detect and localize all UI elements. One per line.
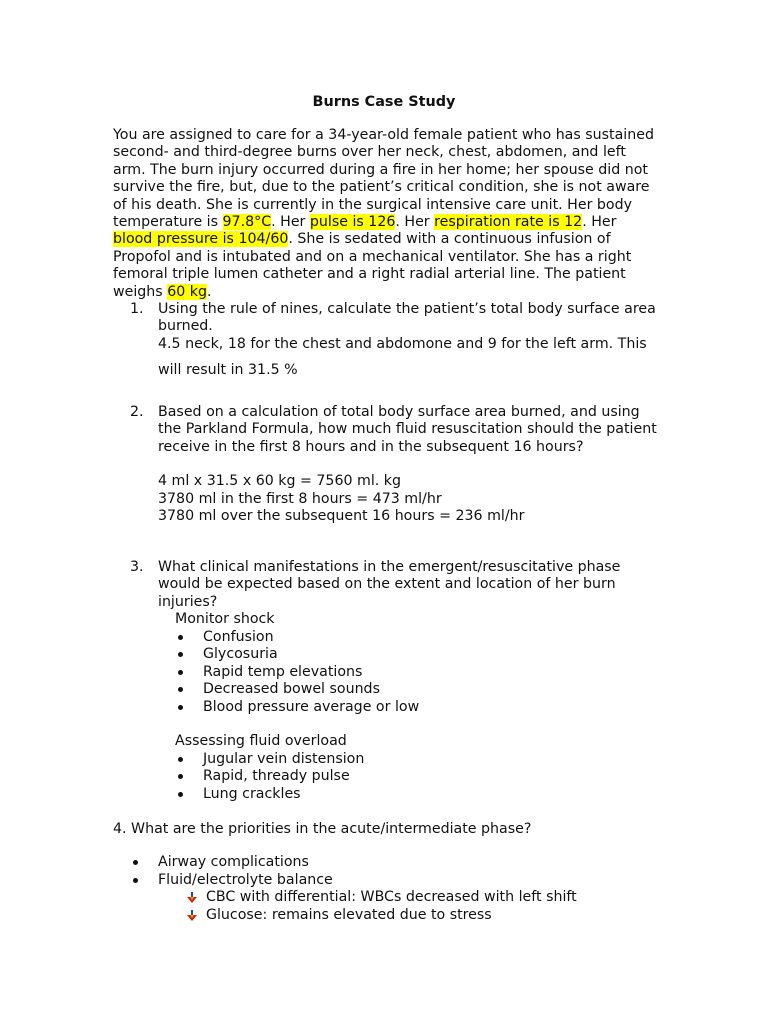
arrow-icon: [186, 892, 198, 904]
highlight-temperature: 97.8°C: [222, 214, 272, 231]
bullet-icon: [178, 652, 183, 657]
intro-text-1: You are assigned to care for a 34-year-old female patient who has sustained second- and third-degree burns over her neck, chest, abdomen, and left arm. The burn injury occurred during a fire in her home; her spouse did not survive the fire, but, due to the patient’s critical condition, she is not aware of his death. She is currently in the surgical intensive care unit. Her body temperature is: [113, 127, 654, 231]
question-4-text: 4. What are the priorities in the acute/intermediate phase?: [113, 821, 532, 837]
fluid-overload-title: Assessing fluid overload: [175, 733, 347, 749]
bullet-icon: [178, 792, 183, 797]
question-2-answer-line-3: 3780 ml over the subsequent 16 hours = 236 ml/hr: [158, 508, 525, 525]
list-item: Decreased bowel sounds: [175, 681, 595, 699]
list-item: Blood pressure average or low: [175, 699, 595, 717]
highlight-blood-pressure: blood pressure is 104/60: [113, 231, 289, 248]
intro-text-6: .: [206, 283, 212, 300]
monitor-shock-title: Monitor shock: [175, 611, 275, 627]
fluid-overload-group: [175, 733, 595, 803]
bullet-icon: [133, 860, 138, 865]
question-2-answer-line-2: 3780 ml in the first 8 hours = 473 ml/hr: [158, 490, 442, 507]
monitor-shock-list: [175, 629, 595, 717]
question-2-text: Based on a calculation of total body surface area burned, and using the Parkland Formula, how much fluid resuscitation should the patient receive in the first 8 hours and in the subsequent 16 hours?: [158, 404, 657, 455]
list-item: Jugular vein distension: [175, 751, 595, 769]
bullet-icon: [178, 757, 183, 762]
intro-text-2: . Her: [271, 214, 310, 231]
question-1-text: Using the rule of nines, calculate the patient’s total body surface area burned.: [158, 301, 656, 335]
sub-list-item: CBC with differential: WBCs decreased with left shift: [180, 889, 690, 907]
question-3-text: What clinical manifestations in the emergent/resuscitative phase would be expected based on the extent and location of her burn injuries?: [158, 559, 621, 610]
list-item: Fluid/electrolyte balance: [130, 872, 690, 890]
document-title: Burns Case Study: [312, 94, 456, 110]
monitor-shock-group: [175, 611, 595, 717]
bullet-icon: [178, 687, 183, 692]
arrow-icon: [186, 910, 198, 922]
highlight-respiration: respiration rate is 12: [434, 214, 583, 231]
list-item: Lung crackles: [175, 786, 595, 804]
question-1-number: 1.: [130, 301, 144, 317]
list-item: Rapid, thready pulse: [175, 768, 595, 786]
question-2-number: 2.: [130, 404, 144, 420]
bullet-icon: [178, 635, 183, 640]
list-item: Rapid temp elevations: [175, 664, 595, 682]
highlight-pulse: pulse is 126: [309, 214, 396, 231]
sub-list-item: Glucose: remains elevated due to stress: [180, 907, 690, 925]
list-item: Airway complications: [130, 854, 690, 872]
intro-text-3: . Her: [395, 214, 435, 231]
highlight-weight: 60 kg: [167, 283, 207, 300]
list-item: Glycosuria: [175, 646, 595, 664]
question-1-answer-line-2: will result in 31.5 %: [158, 362, 298, 379]
question-2: [130, 404, 660, 525]
priorities-sublist: [180, 889, 690, 924]
intro-text-4: . Her: [582, 214, 617, 231]
question-3: [130, 559, 660, 611]
priorities-group: [130, 854, 690, 924]
intro-text-5: . She is sedated with a continuous infusion of Propofol and is intubated and on a mechanical ventilator. She has a right femoral triple lumen catheter and a right radial arterial line. The patient weighs: [113, 231, 632, 300]
question-1-answer-line-1: 4.5 neck, 18 for the chest and abdomone and 9 for the left arm. This: [158, 335, 647, 352]
question-3-number: 3.: [130, 559, 144, 575]
bullet-icon: [178, 705, 183, 710]
question-1: [130, 301, 660, 380]
bullet-icon: [133, 878, 138, 883]
priorities-list: [130, 854, 690, 889]
question-2-answer-line-1: 4 ml x 31.5 x 60 kg = 7560 ml. kg: [158, 473, 402, 490]
case-intro-paragraph: [113, 127, 658, 301]
bullet-icon: [178, 670, 183, 675]
list-item: Confusion: [175, 629, 595, 647]
bullet-icon: [178, 774, 183, 779]
fluid-overload-list: [175, 751, 595, 804]
